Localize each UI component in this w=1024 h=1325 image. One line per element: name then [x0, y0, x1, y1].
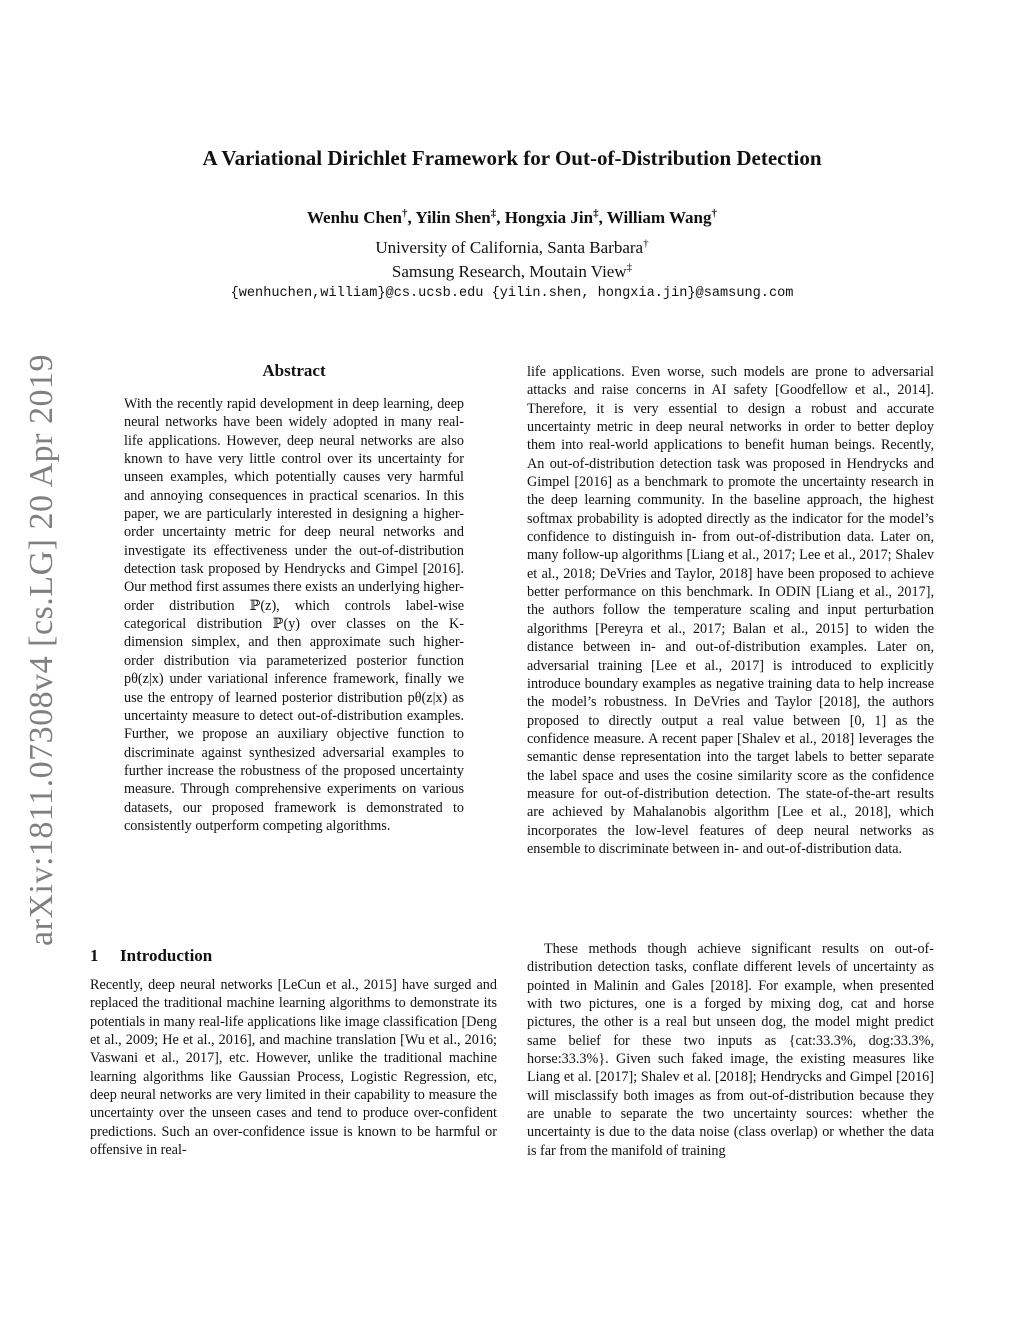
intro-paragraph-left: Recently, deep neural networks [LeCun et al., 2015] have surged and replaced the traditional machine learning algorithms to demonstrate its potentials in many real-life applications like image classification [Deng et al., 2009; He et al., 2016], and machine translation [Wu et al., 2016; Vaswani et al., 2017], etc. However, unlike the traditional machine learning algorithms like Gaussian Process, Logistic Regression, etc, deep neural networks are very limited in their capability to measure the uncertainty over the unseen cases and tend to produce over-confident predictions. Such an over-confidence issue is known to be harmful or offensive in real-	[90, 977, 497, 1159]
intro-paragraph-right-2: These methods though achieve significant results on out-of-distribution detection tasks, conflate different levels of uncertainty as pointed in Malinin and Gales [2018]. For example, when presented with two pictures, one is a forged by mixing dog, cat and horse pictures, the other is a real but unseen dog, the model might predict same belief for these two inputs as {cat:33.3%, dog:33.3%, horse:33.3%}. Given such faked image, the existing measures like Liang et al. [2017]; Shalev et al. [2018]; Hendrycks and Gimpel [2016] will misclassify both images as from out-of-distribution because they are unable to separate the two uncertainty sources: whether the uncertainty is due to the data noise (class overlap) or whether the data is far from the manifold of training	[527, 941, 934, 1159]
abstract-heading: Abstract	[262, 361, 326, 380]
affiliation-mark: †	[643, 237, 649, 250]
author-name: William Wang	[606, 208, 712, 227]
affiliation-mark: ‡	[626, 261, 633, 274]
affiliation-name: University of California, Santa Barbara	[375, 238, 644, 257]
affiliation	[0, 238, 1024, 258]
affiliation-name: Samsung Research, Moutain View	[391, 262, 627, 281]
paper-title: A Variational Dirichlet Framework for Out-of-Distribution Detection	[202, 146, 822, 170]
author-list	[0, 208, 1024, 228]
arxiv-id[interactable]: arXiv:1811.07308v4 [cs.LG] 20 Apr 2019	[23, 354, 61, 946]
section-heading	[90, 946, 212, 966]
author-mark: ‡	[490, 207, 497, 220]
affiliation	[0, 262, 1024, 282]
intro-paragraph-right-1: life applications. Even worse, such models are prone to adversarial attacks and raise concerns in AI safety [Goodfellow et al., 2014]. Therefore, it is very essential to design a robust and accurate uncertainty metric in deep neural networks in order to better deploy them into real-world applications to benefit human beings. Recently, An out-of-distribution detection task was proposed in Hendrycks and Gimpel [2016] as a benchmark to promote the uncertainty research in the deep learning community. In the baseline approach, the highest softmax probability is adopted directly as the indicator for the model’s confidence to distinguish in- from out-of-distribution data. Later on, many follow-up algorithms [Liang et al., 2017; Lee et al., 2017; Shalev et al., 2018; DeVries and Taylor, 2018] have been proposed to achieve better performance on this benchmark. In ODIN [Liang et al., 2017], the authors follow the temperature scaling and input perturbation algorithms [Pereyra et al., 2017; Balan et al., 2015] to widen the distance between in- and out-of-distribution examples. Later on, adversarial training [Lee et al., 2017] is introduced to explicitly introduce boundary examples as negative training data to help increase the model’s robustness. In DeVries and Taylor [2018], the authors proposed to directly output a real value between [0, 1] as the confidence measure. A recent paper [Shalev et al., 2018] leverages the semantic dense representation into the target labels to better separate the label space and uses the cosine similarity score as the confidence measure for out-of-distribution detection. The state-of-the-art results are achieved by Mahalanobis algorithm [Lee et al., 2018], which incorporates the low-level features of deep neural networks as ensemble to discriminate between in- and out-of-distribution data.	[527, 364, 934, 857]
author-name: Yilin Shen	[415, 208, 491, 227]
author-mark: †	[711, 207, 718, 220]
author-separator: ,	[496, 208, 505, 227]
abstract-text: With the recently rapid development in deep learning, deep neural networks have been widely adopted in many real-life applications. However, deep neural networks are also known to have very little control over its uncertainty for unseen examples, which potentially causes very harmful and annoying consequences in practical scenarios. In this paper, we are particularly interested in designing a higher-order uncertainty metric for deep neural networks and investigate its effectiveness under the out-of-distribution detection task proposed by Hendrycks and Gimpel [2016]. Our method first assumes there exists an underlying higher-order distribution ℙ(z), which controls label-wise categorical distribution ℙ(y) over classes on the K-dimension simplex, and then approximate such higher-order distribution via parameterized posterior function pθ(z|x) under variational inference framework, finally we use the entropy of learned posterior distribution pθ(z|x) as uncertainty measure to detect out-of-distribution examples. Further, we propose an auxiliary objective function to discriminate against synthesized adversarial examples to further increase the robustness of the proposed uncertainty measure. Through comprehensive experiments on various datasets, our proposed framework is demonstrated to consistently outperform competing algorithms.	[124, 396, 464, 834]
section-number: 1	[90, 946, 99, 965]
author-mark: ‡	[593, 207, 599, 220]
section-title: Introduction	[120, 946, 213, 965]
author-mark: †	[401, 207, 408, 220]
author-separator: ,	[598, 208, 607, 227]
author-name: Hongxia Jin	[504, 208, 594, 227]
author-name: Wenhu Chen	[306, 208, 402, 227]
author-separator: ,	[407, 208, 416, 227]
author-emails: {wenhuchen,william}@cs.ucsb.edu {yilin.shen, hongxia.jin}@samsung.com	[230, 286, 794, 301]
arxiv-stamp	[17, 355, 67, 945]
